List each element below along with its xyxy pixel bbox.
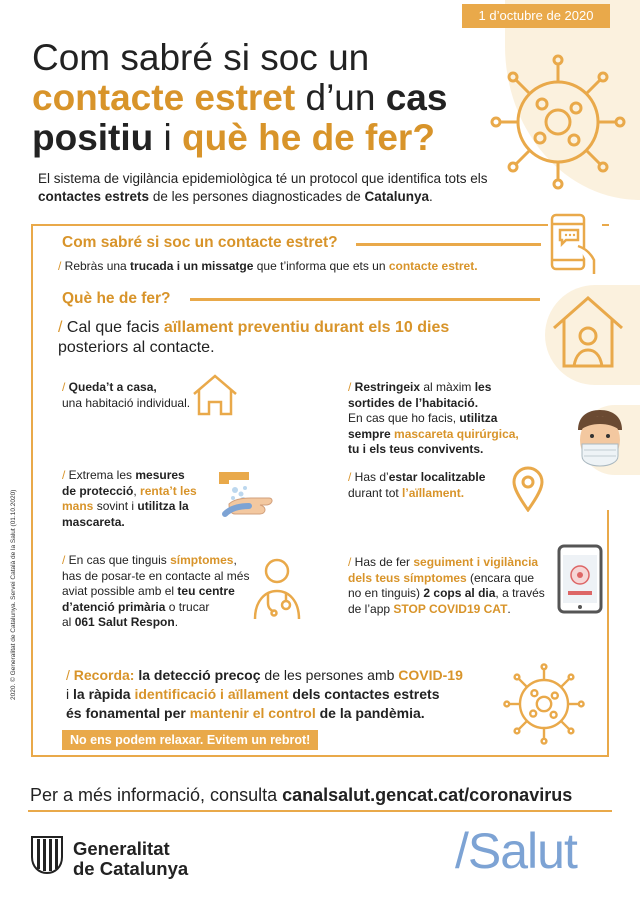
title-i: i [153, 117, 183, 158]
reminder-b: la detecció precoç [138, 667, 261, 683]
hygiene-d: , [133, 483, 141, 498]
footer-a: Per a més informació, consulta [30, 785, 283, 805]
reminder-a: Recorda: [73, 667, 139, 683]
reminder-g: identificació i aïllament [134, 686, 289, 702]
title-line-3 [32, 118, 502, 158]
house-icon [190, 372, 240, 418]
title-cas: cas [385, 77, 448, 118]
home-b: una habitació individual. [62, 395, 191, 410]
symptoms-h: o trucar [165, 599, 210, 614]
item-followup-text: / Has de fer seguiment i vigilància dels teus símptomes (encara que no en tinguis) 2 cops al dia, a través de l’app STOP COVID19 CAT. [348, 555, 545, 616]
gencat-logo-icon [30, 833, 64, 875]
restrict-c: les [474, 380, 492, 394]
reminder-e: i [66, 686, 73, 702]
intro-p5: . [429, 189, 433, 204]
followup-j: . [507, 601, 511, 616]
title-que-he-de-fer: què he de fer? [182, 117, 435, 158]
q2-heading: Què he de fer? [62, 290, 171, 307]
date-badge: 1 d’octubre de 2020 [462, 4, 610, 28]
intro-p3: de les persones diagnosticades de [149, 189, 365, 204]
salut-logo: /Salut [455, 823, 577, 879]
footer-rule [28, 810, 612, 812]
title-positiu: positiu [32, 117, 154, 158]
hygiene-g: sovint i [93, 499, 138, 513]
intro-p4: Catalunya [364, 189, 429, 204]
restrict-h: mascareta quirúrgica, [394, 426, 519, 441]
intro-p1: El sistema de vigilància epidemiològica té un protocol que identifica tots els [38, 171, 488, 186]
symptoms-f: teu centre [177, 584, 235, 598]
locate-d: l’aïllament. [402, 485, 465, 500]
hygiene-f: mans [62, 499, 94, 513]
hygiene-e: renta’t les [140, 483, 197, 498]
intro-text [38, 170, 518, 206]
locate-c: durant tot [348, 485, 403, 500]
gencat-name [73, 839, 188, 879]
q2-rule [190, 298, 540, 301]
gencat-line-1: Generalitat [73, 838, 170, 859]
hygiene-a: Extrema les [68, 468, 136, 482]
virus-icon-small [502, 662, 586, 746]
followup-i: STOP COVID19 CAT [393, 601, 508, 616]
restrict-d: sortides de l’habitació. [348, 395, 479, 410]
doctor-icon [250, 555, 304, 621]
reminder-text: / Recorda: la detecció precoç de les persones amb COVID-19 i la ràpida identificació i aïllament dels contactes estrets és fonamental per mantenir el control de la pandèmia. [66, 667, 463, 721]
q2-l1b: aïllament preventiu durant els 10 dies [163, 319, 450, 336]
title-dun: d’un [295, 77, 386, 118]
locate-b: estar localitzable [388, 470, 486, 484]
restrict-b: al màxim [420, 380, 475, 394]
q2-l2: posteriors al contacte. [58, 339, 215, 356]
q1-t4: contacte estret. [388, 259, 478, 273]
followup-a: Has de fer [354, 555, 414, 569]
q2-text: / Cal que facis aïllament preventiu durant els 10 dies posteriors al contacte. [58, 319, 450, 356]
item-symptoms-text: / En cas que tinguis símptomes, has de posar-te en contacte al més aviat possible amb el teu centre d’atenció primària o trucar al 061 Salut Respon. [62, 553, 250, 629]
hygiene-h: utilitza la [137, 499, 189, 513]
mask-face-icon [572, 408, 628, 470]
symptoms-j: 061 Salut Respon [74, 615, 175, 629]
symptoms-b: símptomes [170, 553, 234, 567]
page-title [32, 38, 502, 158]
house-person-icon [548, 290, 638, 380]
q1-t1: Rebràs una [64, 259, 131, 273]
q1-t2: trucada i un missatge [130, 259, 254, 273]
q2-l1a: Cal que facis [66, 319, 164, 336]
reminder-f: la ràpida [73, 686, 135, 702]
frame-right-edge [607, 510, 609, 757]
phone-app-icon [556, 543, 604, 615]
phone-chat-icon [548, 212, 602, 276]
restrict-a: Restringeix [354, 380, 421, 394]
banner: No ens podem relaxar. Evitem un rebrot! [62, 730, 318, 750]
followup-g: , a través [495, 586, 545, 600]
restrict-i: tu i els teus convivents. [348, 442, 484, 456]
footer-info [30, 785, 572, 806]
reminder-i: és fonamental per [66, 705, 190, 721]
footer-link[interactable]: canalsalut.gencat.cat/coronavirus [282, 785, 573, 805]
followup-e: no en tinguis) [348, 586, 424, 600]
q1-t3: que t’informa que ets un [253, 259, 389, 273]
followup-h: de l’app [348, 601, 394, 616]
credit-text: 2020. © Generalitat de Catalunya. Servei Català de la Salut (01.10.2020) [10, 489, 17, 700]
reminder-h: dels contactes estrets [288, 686, 440, 702]
hygiene-c: de protecció [62, 483, 134, 498]
followup-c: dels teus símptomes [348, 570, 467, 585]
restrict-e: En cas que ho facis, [348, 411, 460, 425]
symptoms-e: aviat possible amb el [62, 584, 178, 598]
location-pin-icon [510, 466, 546, 512]
hygiene-i: mascareta. [62, 514, 125, 529]
followup-f: 2 cops al dia [423, 586, 496, 600]
q1-rule [356, 243, 541, 246]
reminder-c: de les persones amb [260, 667, 399, 683]
title-line-1: Com sabré si soc un [32, 37, 370, 78]
locate-a: Has d’ [354, 470, 389, 484]
reminder-k: de la pandèmia. [315, 705, 425, 721]
title-contacte-estret: contacte estret [32, 77, 296, 118]
item-hygiene-text: / Extrema les mesures de protecció, renta’t les mans sovint i utilitza la mascareta. [62, 468, 197, 529]
frame-bottom-edge [31, 755, 609, 757]
q1-heading: Com sabré si soc un contacte estret? [62, 234, 338, 251]
symptoms-a: En cas que tinguis [68, 553, 171, 567]
item-locate-text: / Has d’estar localitzable durant tot l’aïllament. [348, 470, 486, 500]
symptoms-k: . [174, 615, 179, 629]
gencat-line-2: de Catalunya [73, 858, 189, 879]
restrict-g: sempre [348, 426, 395, 441]
hand-washing-icon [215, 462, 275, 526]
symptoms-d: has de posar-te en contacte al més [62, 568, 250, 583]
title-line-2 [32, 78, 502, 118]
symptoms-g: d’atenció primària [62, 599, 166, 614]
symptoms-c: , [233, 553, 237, 567]
followup-b: seguiment i vigilància [413, 555, 539, 569]
q1-text: / Rebràs una trucada i un missatge que t’informa que ets un contacte estret. [58, 259, 478, 273]
restrict-f: utilitza [459, 411, 498, 425]
item-home-text: / Queda’t a casa, una habitació individual. [62, 380, 191, 410]
symptoms-i: al [62, 615, 75, 629]
item-restrict-text: / Restringeix al màxim les sortides de l’habitació. En cas que ho facis, utilitza sempre mascareta quirúrgica, tu i els teus convivents. [348, 380, 519, 456]
hygiene-b: mesures [135, 468, 185, 482]
reminder-d: COVID-19 [398, 667, 463, 683]
followup-d: (encara que [466, 570, 535, 585]
reminder-j: mantenir el control [189, 705, 316, 721]
home-a: Queda’t a casa, [68, 380, 157, 394]
intro-p2: contactes estrets [38, 189, 150, 204]
